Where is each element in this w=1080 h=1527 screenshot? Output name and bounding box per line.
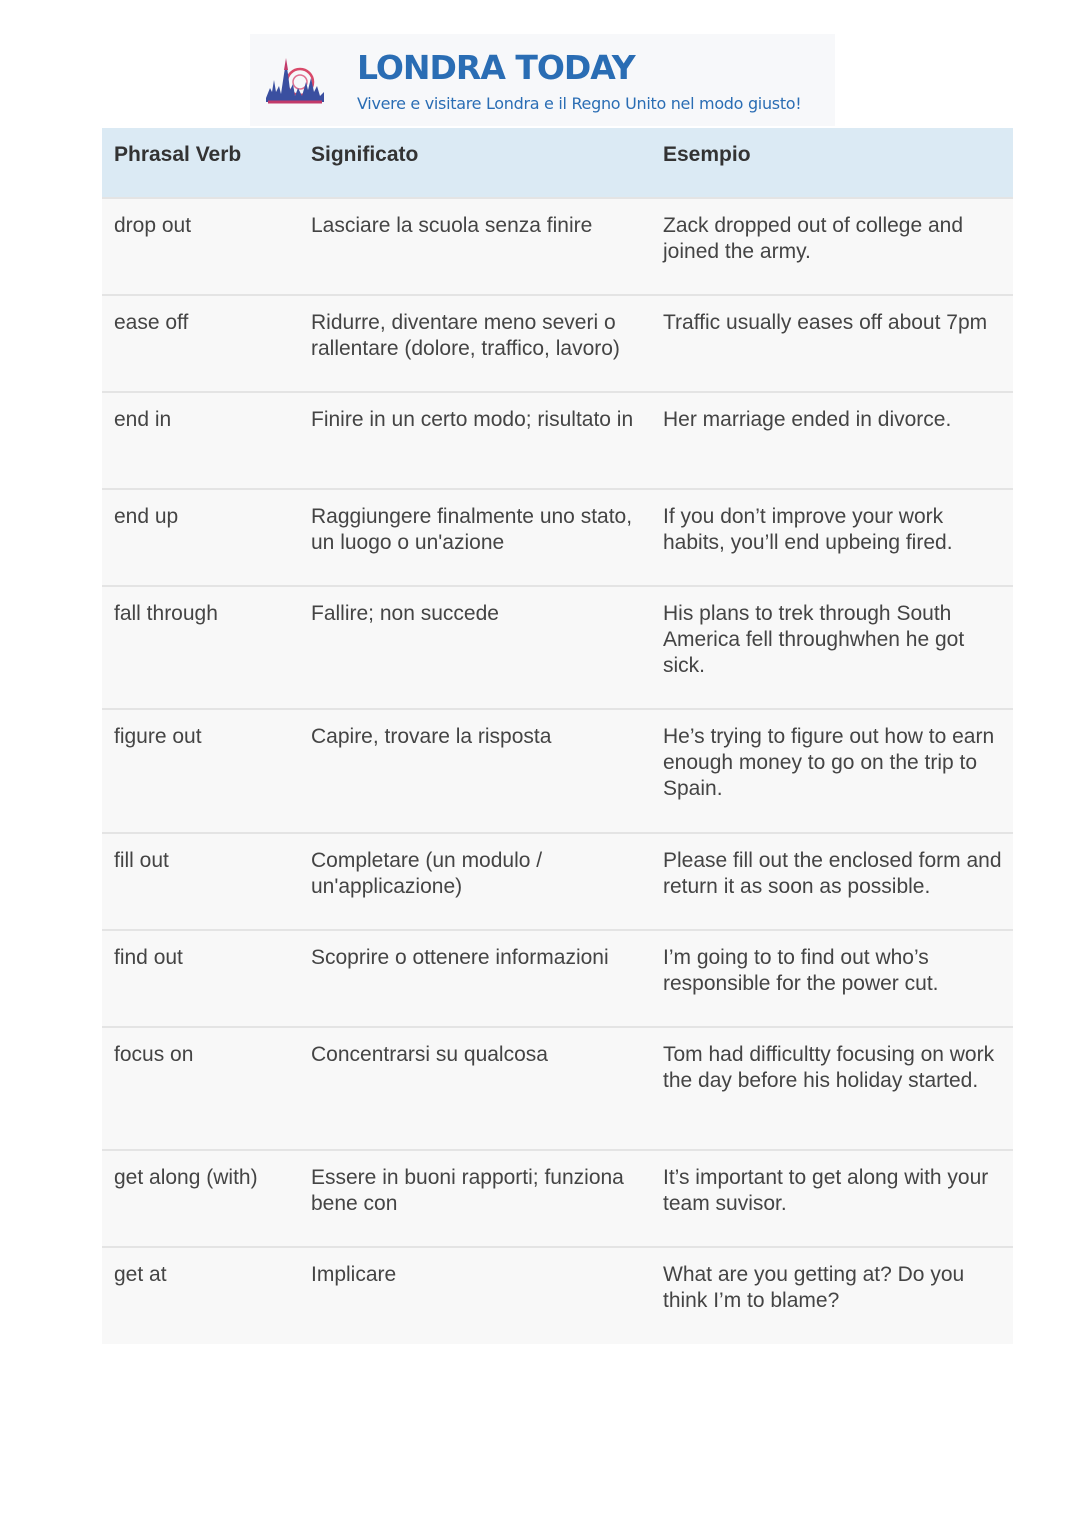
verb-cell: focus on	[114, 1043, 194, 1066]
site-tagline: Vivere e visitare Londra e il Regno Unito nel modo giusto!	[357, 94, 802, 113]
example-cell: Zack dropped out of college and joined the army.	[663, 214, 964, 263]
meaning-cell: Finire in un certo modo; risultato in	[311, 408, 634, 431]
table-row	[102, 489, 1013, 586]
table-row	[102, 709, 1013, 833]
meaning-cell: Lasciare la scuola senza finire	[311, 214, 593, 237]
meaning-cell: Scoprire o ottenere informazioni	[311, 946, 609, 969]
meaning-cell: Raggiungere finalmente uno stato, un luogo o un'azione	[311, 505, 633, 554]
verb-cell: fill out	[114, 849, 169, 872]
example-cell: Her marriage ended in divorce.	[663, 408, 952, 431]
table-row	[102, 586, 1013, 709]
table-row	[102, 1027, 1013, 1150]
verb-cell: find out	[114, 946, 183, 969]
header-phrasal-verb: Phrasal Verb	[114, 143, 242, 166]
verb-cell: figure out	[114, 725, 202, 748]
table-row	[102, 930, 1013, 1027]
example-cell: Tom had difficultty focusing on work the day before his holiday started.	[663, 1043, 995, 1092]
example-cell: Please fill out the enclosed form and return it as soon as possible.	[663, 849, 1002, 898]
example-cell: Traffic usually eases off about 7pm	[663, 311, 988, 334]
meaning-cell: Essere in buoni rapporti; funziona bene con	[311, 1166, 624, 1215]
site-banner	[250, 34, 835, 126]
meaning-cell: Completare (un modulo / un'applicazione)	[311, 849, 543, 898]
london-skyline-logo-icon	[262, 52, 328, 112]
verb-cell: end up	[114, 505, 179, 528]
example-cell: He’s trying to figure out how to earn enough money to go on the trip to Spain.	[663, 725, 995, 800]
meaning-cell: Implicare	[311, 1263, 397, 1286]
table-row	[102, 198, 1013, 295]
example-cell: What are you getting at? Do you think I’m to blame?	[663, 1263, 965, 1312]
example-cell: His plans to trek through South America fell throughwhen he got sick.	[663, 602, 965, 677]
meaning-cell: Ridurre, diventare meno severi o rallentare (dolore, traffico, lavoro)	[311, 311, 620, 360]
header-esempio: Esempio	[663, 143, 751, 166]
table-row	[102, 295, 1013, 392]
verb-cell: fall through	[114, 602, 218, 625]
header-significato: Significato	[311, 143, 419, 166]
verb-cell: end in	[114, 408, 172, 431]
meaning-cell: Capire, trovare la risposta	[311, 725, 552, 748]
meaning-cell: Concentrarsi su qualcosa	[311, 1043, 548, 1066]
table-row	[102, 1150, 1013, 1247]
site-title: LONDRA TODAY	[357, 48, 635, 87]
table-row	[102, 833, 1013, 930]
meaning-cell: Fallire; non succede	[311, 602, 499, 625]
table-row	[102, 1247, 1013, 1344]
example-cell: I’m going to to find out who’s responsible for the power cut.	[663, 946, 939, 995]
table-row	[102, 392, 1013, 489]
phrasal-verbs-table	[102, 128, 1013, 1344]
example-cell: If you don’t improve your work habits, you’ll end upbeing fired.	[663, 505, 953, 554]
table-header-row	[102, 128, 1013, 198]
example-cell: It’s important to get along with your team suvisor.	[663, 1166, 989, 1215]
verb-cell: ease off	[114, 311, 189, 334]
verb-cell: drop out	[114, 214, 192, 237]
verb-cell: get along (with)	[114, 1166, 258, 1189]
verb-cell: get at	[114, 1263, 167, 1286]
